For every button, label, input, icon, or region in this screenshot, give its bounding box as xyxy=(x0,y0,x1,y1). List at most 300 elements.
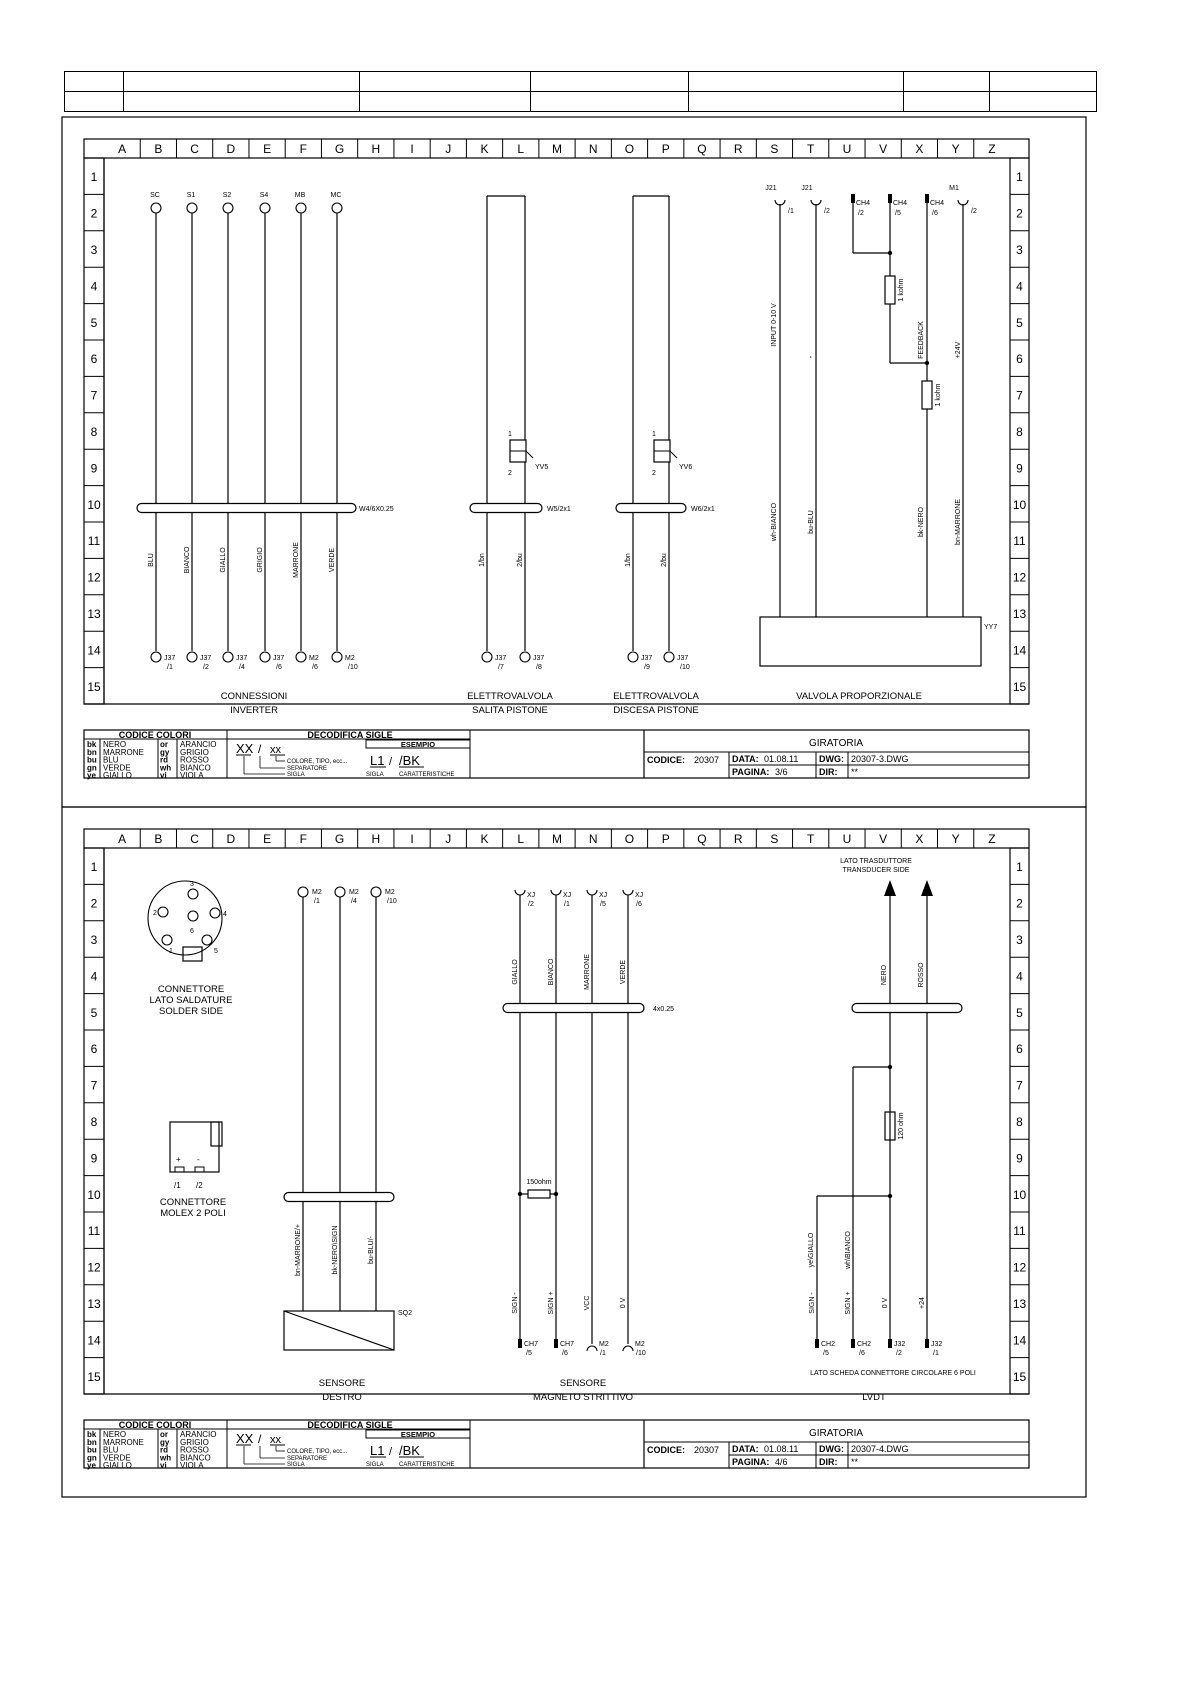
column-label-X: X xyxy=(915,142,924,156)
esempio-l1: L1 xyxy=(370,1443,385,1458)
terminal-label: S2 xyxy=(222,192,232,199)
row-label-14: 14 xyxy=(1012,643,1027,658)
terminal-label: /2 xyxy=(896,1350,902,1357)
column-label-N: N xyxy=(588,142,598,156)
cable-sheath xyxy=(137,504,356,513)
terminal-label: J37 xyxy=(495,655,507,662)
esempio-title: ESEMPIO xyxy=(400,1430,436,1439)
pin-terminal xyxy=(925,1339,929,1348)
signal-label: - xyxy=(806,355,815,359)
pin-label: 1 xyxy=(169,948,173,955)
row-label-2: 2 xyxy=(1016,896,1023,911)
pagina-label: PAGINA: xyxy=(732,1457,770,1467)
row-label-10: 10 xyxy=(1012,1187,1027,1202)
terminal-label: S4 xyxy=(259,192,269,199)
color-code-gn: gn xyxy=(87,1453,97,1463)
row-label-12: 12 xyxy=(87,1260,101,1275)
row-label-12: 12 xyxy=(87,570,101,585)
color-code-vi: vi xyxy=(160,1461,167,1471)
signal-label: VCC xyxy=(584,1295,591,1311)
signal-label: SIGN + xyxy=(548,1291,555,1315)
column-label-O: O xyxy=(624,142,635,156)
row-label-4: 4 xyxy=(1016,279,1023,294)
row-label-9: 9 xyxy=(1016,1151,1023,1166)
color-code-bn: bn xyxy=(87,1437,97,1447)
terminal-label: /1 xyxy=(933,1350,939,1357)
header-label: LATO TRASDUTTORE xyxy=(840,858,912,865)
junction-dot xyxy=(888,1194,892,1198)
wire-color-label: VERDE xyxy=(620,959,627,985)
resistor-label: 1 kohm xyxy=(935,383,942,407)
column-label-M: M xyxy=(552,142,562,156)
pin-terminal xyxy=(851,1339,855,1348)
wire-label: wh\BIANCO xyxy=(845,1231,852,1269)
resistor-label: 150ohm xyxy=(526,1179,552,1186)
row-label-13: 13 xyxy=(87,1297,101,1311)
color-name-gn: VERDE xyxy=(103,1453,131,1463)
signal-label: +24V xyxy=(955,341,962,359)
terminal-label: /10 xyxy=(680,664,690,671)
column-label-V: V xyxy=(879,832,888,846)
color-code-vi: vi xyxy=(160,771,167,781)
color-name-bu: BLU xyxy=(103,755,119,765)
dir-label: DIR: xyxy=(819,767,838,777)
row-label-6: 6 xyxy=(1016,352,1023,367)
terminal-label: /4 xyxy=(351,898,357,905)
drawing-title: GIRATORIA xyxy=(808,738,864,749)
sensor-diagonal xyxy=(284,1311,394,1350)
row-label-14: 14 xyxy=(1012,1333,1027,1348)
color-name-bk: NERO xyxy=(103,740,127,749)
esempio-bk: /BK xyxy=(399,1443,420,1458)
color-code-gy: gy xyxy=(160,1437,170,1447)
row-label-1: 1 xyxy=(1016,170,1023,185)
column-label-P: P xyxy=(661,142,670,156)
terminal-label: S1 xyxy=(186,192,196,199)
color-name-bn: MARRONE xyxy=(103,747,144,757)
pin-terminal xyxy=(851,194,855,203)
column-label-Y: Y xyxy=(951,832,960,846)
column-label-C: C xyxy=(190,832,199,846)
wire-color-label: VERDE xyxy=(329,547,336,573)
terminal-label: /4 xyxy=(239,664,245,671)
row-label-11: 11 xyxy=(87,1224,101,1239)
row-label-7: 7 xyxy=(1016,1078,1023,1093)
terminal xyxy=(223,652,233,662)
row-label-7: 7 xyxy=(1016,388,1023,403)
device-label: SQ2 xyxy=(398,1310,413,1317)
terminal-label: /5 xyxy=(895,210,901,217)
esempio-slash: / xyxy=(389,1446,393,1458)
column-label-A: A xyxy=(118,142,127,156)
column-label-L: L xyxy=(517,142,525,156)
column-label-K: K xyxy=(480,142,489,156)
terminal-label: CH7 xyxy=(524,1341,539,1348)
color-name-rd: ROSSO xyxy=(180,1445,209,1455)
terminal-label: M2 xyxy=(635,1341,645,1348)
color-code-wh: wh xyxy=(160,763,172,773)
row-label-13: 13 xyxy=(1012,607,1027,621)
terminal-label: M2 xyxy=(345,655,355,662)
wire-label: bk-NERO xyxy=(918,507,925,537)
row-label-6: 6 xyxy=(90,1042,98,1057)
socket-terminal xyxy=(515,890,525,895)
wire-color-label: BIANCO xyxy=(548,958,555,986)
terminal-label: /5 xyxy=(823,1350,829,1357)
cable-label: 4x0.25 xyxy=(653,1006,675,1013)
terminal-label: J37 xyxy=(677,655,689,662)
terminal-label: CH4 xyxy=(930,200,945,207)
socket-terminal xyxy=(623,890,633,895)
terminal-label: /5 xyxy=(526,1350,532,1357)
pin-label: 5 xyxy=(214,948,218,955)
row-label-1: 1 xyxy=(90,860,98,875)
column-label-K: K xyxy=(480,832,489,846)
valve-body xyxy=(760,617,981,666)
pin-label: /2 xyxy=(196,1181,203,1190)
decode-colore: COLORE, TIPO, ecc... xyxy=(287,759,348,765)
terminal-label: /2 xyxy=(528,901,534,908)
row-label-15: 15 xyxy=(1012,679,1027,694)
row-label-11: 11 xyxy=(1013,1224,1026,1239)
pin-label: 2 xyxy=(652,470,656,477)
row-label-12: 12 xyxy=(1012,570,1027,585)
column-label-V: V xyxy=(879,142,888,156)
column-label-S: S xyxy=(770,832,779,846)
dwg-value: 20307-3.DWG xyxy=(851,754,909,764)
color-code-bk: bk xyxy=(87,740,97,749)
terminal xyxy=(628,652,638,662)
decode-title: DECODIFICA SIGLE xyxy=(307,1420,393,1430)
color-code-bn: bn xyxy=(87,747,97,757)
caption: DESTRO xyxy=(322,1392,362,1403)
pin-terminal xyxy=(815,1339,819,1348)
wire-color-label: BIANCO xyxy=(184,546,191,574)
wire-label: bu-BLU xyxy=(808,510,815,534)
column-label-E: E xyxy=(263,832,272,846)
row-label-1: 1 xyxy=(1016,860,1023,875)
row-label-10: 10 xyxy=(1012,497,1027,512)
terminal-label: /7 xyxy=(498,664,504,671)
row-label-9: 9 xyxy=(90,461,98,476)
plus-label: + xyxy=(176,1155,181,1164)
color-code-wh: wh xyxy=(160,1453,172,1463)
column-label-P: P xyxy=(661,832,670,846)
wire-color-label: GIALLO xyxy=(512,959,519,985)
esempio-caratteristiche: CARATTERISTICHE xyxy=(399,1462,455,1468)
pin-label: 1 xyxy=(508,431,512,438)
dwg-label: DWG: xyxy=(819,1444,844,1454)
terminal xyxy=(296,203,306,213)
decode-title: DECODIFICA SIGLE xyxy=(307,730,393,740)
terminal xyxy=(332,203,342,213)
terminal-label: M2 xyxy=(349,889,359,896)
row-label-10: 10 xyxy=(87,497,101,512)
terminal-label: J37 xyxy=(273,655,285,662)
terminal-label: M2 xyxy=(312,889,322,896)
row-label-3: 3 xyxy=(90,933,98,947)
terminal-label: CH4 xyxy=(893,200,908,207)
terminal-label: /6 xyxy=(312,664,318,671)
signal-label: SIGN - xyxy=(512,1292,519,1314)
cable-sheath xyxy=(284,1193,394,1202)
row-label-15: 15 xyxy=(1012,1369,1027,1384)
codice-value: 20307 xyxy=(694,755,720,765)
caption: SOLDER SIDE xyxy=(159,1006,223,1017)
resistor-label: 120 ohm xyxy=(898,1112,905,1140)
caption: SENSORE xyxy=(318,1378,366,1389)
column-label-X: X xyxy=(915,832,924,846)
wire-color-label: BLU xyxy=(148,553,155,567)
device-label: YY7 xyxy=(984,624,998,631)
resistor-label: 1 kohm xyxy=(898,278,905,302)
column-label-G: G xyxy=(334,142,345,156)
terminal-label: J37 xyxy=(236,655,248,662)
header-label: TRANSDUCER SIDE xyxy=(842,867,910,874)
terminal-label: /6 xyxy=(636,901,642,908)
cable-label: W4/6X0.25 xyxy=(359,506,394,513)
color-name-wh: BIANCO xyxy=(180,763,211,773)
decode-xx2: xx xyxy=(270,744,281,756)
signal-label: 0 V xyxy=(620,1297,627,1309)
column-label-Z: Z xyxy=(988,142,996,156)
minus-label: - xyxy=(197,1155,200,1164)
color-code-rd: rd xyxy=(160,755,168,765)
caption: CONNETTORE xyxy=(159,1197,227,1208)
codice-label: CODICE: xyxy=(647,755,685,765)
color-code-ye: ye xyxy=(87,1461,96,1471)
terminal-label: J37 xyxy=(641,655,653,662)
wire-label: wh-BIANCO xyxy=(771,502,778,542)
wire-label: 2/bu xyxy=(517,553,524,567)
color-code-or: or xyxy=(160,740,168,749)
column-label-U: U xyxy=(842,832,852,846)
terminal xyxy=(664,652,674,662)
molex-body xyxy=(170,1122,219,1172)
column-label-J: J xyxy=(445,142,452,156)
column-label-B: B xyxy=(154,142,163,156)
terminal-label: J32 xyxy=(894,1341,906,1348)
wire-color-label: ROSSO xyxy=(918,962,925,988)
terminal-label: J37 xyxy=(164,655,176,662)
caption: ELETTROVALVOLA xyxy=(467,691,553,702)
caption: MOLEX 2 POLI xyxy=(160,1208,226,1219)
terminal-label: J21 xyxy=(801,185,813,192)
caption: CONNESSIONI xyxy=(220,691,288,702)
signal-label: FEEDBACK xyxy=(918,321,925,359)
row-label-8: 8 xyxy=(1016,425,1023,439)
terminal-label: /1 xyxy=(167,664,173,671)
pin-label: /1 xyxy=(174,1181,181,1190)
socket-terminal xyxy=(587,1346,597,1351)
junction-dot xyxy=(554,1192,558,1196)
wire-color-label: NERO xyxy=(881,964,888,986)
socket-terminal xyxy=(587,890,597,895)
cable-label: W6/2x1 xyxy=(691,506,715,513)
resistor xyxy=(528,1190,550,1198)
column-label-S: S xyxy=(770,142,779,156)
decode-slash: / xyxy=(258,1432,262,1446)
color-code-gn: gn xyxy=(87,763,97,773)
column-label-F: F xyxy=(299,832,307,846)
row-label-15: 15 xyxy=(87,1369,101,1384)
caption: INVERTER xyxy=(230,705,278,716)
signal-label: SIGN + xyxy=(845,1291,852,1315)
signal-label: SIGN - xyxy=(809,1292,816,1314)
color-code-bk: bk xyxy=(87,1430,97,1439)
cable-sheath xyxy=(616,504,686,513)
caption: ELETTROVALVOLA xyxy=(613,691,699,702)
terminal xyxy=(260,652,270,662)
row-label-9: 9 xyxy=(90,1151,98,1166)
row-label-7: 7 xyxy=(90,1078,98,1093)
arrow-head xyxy=(884,880,896,896)
terminal-label: /1 xyxy=(314,898,320,905)
column-label-M: M xyxy=(552,832,562,846)
socket-terminal xyxy=(623,1346,633,1351)
cable-label: W5/2x1 xyxy=(547,506,571,513)
terminal-label: /1 xyxy=(600,1350,606,1357)
column-label-I: I xyxy=(410,832,414,846)
pin-label: 3 xyxy=(190,881,194,888)
column-label-Z: Z xyxy=(988,832,996,846)
row-label-8: 8 xyxy=(90,1115,98,1129)
color-name-gy: GRIGIO xyxy=(180,1437,209,1447)
terminal-label: CH2 xyxy=(857,1341,872,1348)
row-label-4: 4 xyxy=(90,969,98,984)
decode-colore: COLORE, TIPO, ecc... xyxy=(287,1449,348,1455)
terminal-label: /10 xyxy=(636,1350,646,1357)
column-label-T: T xyxy=(807,832,815,846)
color-code-ye: ye xyxy=(87,771,96,781)
terminal xyxy=(187,203,197,213)
esempio-caratteristiche: CARATTERISTICHE xyxy=(399,772,455,778)
data-label: DATA: xyxy=(732,1444,759,1454)
socket-terminal xyxy=(551,890,561,895)
terminal-label: /6 xyxy=(562,1350,568,1357)
color-legend-title: CODICE COLORI xyxy=(118,1420,192,1430)
row-label-9: 9 xyxy=(1016,461,1023,476)
terminal xyxy=(332,652,342,662)
column-label-G: G xyxy=(334,832,345,846)
terminal xyxy=(151,652,161,662)
column-label-R: R xyxy=(733,832,743,846)
drawing-title: GIRATORIA xyxy=(808,1428,864,1439)
terminal xyxy=(260,203,270,213)
wire-color-label: MARRONE xyxy=(293,542,300,578)
terminal-label: /6 xyxy=(932,210,938,217)
pin-label: 4 xyxy=(223,911,227,918)
caption: DISCESA PISTONE xyxy=(613,705,699,716)
terminal xyxy=(151,203,161,213)
pin-terminal xyxy=(518,1339,522,1348)
row-label-2: 2 xyxy=(1016,206,1023,221)
esempio-bk: /BK xyxy=(399,753,420,768)
row-label-4: 4 xyxy=(1016,969,1023,984)
terminal-label: XJ xyxy=(563,892,572,899)
terminal-label: /6 xyxy=(276,664,282,671)
terminal-label: /10 xyxy=(387,898,397,905)
caption: VALVOLA PROPORZIONALE xyxy=(796,691,922,702)
row-label-11: 11 xyxy=(87,534,101,549)
terminal-label: /10 xyxy=(348,664,358,671)
terminal xyxy=(187,652,197,662)
column-label-T: T xyxy=(807,142,815,156)
pin-terminal xyxy=(888,194,892,203)
terminal-label: /1 xyxy=(788,208,794,215)
terminal xyxy=(482,652,492,662)
pin-terminal xyxy=(925,194,929,203)
terminal-label: XJ xyxy=(599,892,608,899)
data-value: 01.08.11 xyxy=(764,1444,799,1454)
terminal-label: CH2 xyxy=(821,1341,836,1348)
sheet-2 xyxy=(62,807,1086,1497)
terminal xyxy=(298,887,308,897)
terminal-label: /2 xyxy=(971,208,977,215)
color-code-gy: gy xyxy=(160,747,170,757)
terminal xyxy=(223,203,233,213)
row-label-5: 5 xyxy=(1016,1005,1023,1020)
connector-pin xyxy=(188,911,198,921)
row-label-5: 5 xyxy=(1016,315,1023,330)
wire-label: ye\GIALLO xyxy=(808,1232,815,1268)
row-label-13: 13 xyxy=(1012,1297,1027,1311)
junction-dot xyxy=(888,1065,892,1069)
color-name-bk: NERO xyxy=(103,1430,127,1439)
esempio-title: ESEMPIO xyxy=(400,740,436,749)
color-legend-title: CODICE COLORI xyxy=(118,730,192,740)
wire-label: bn-MARRONE/+ xyxy=(295,1224,302,1276)
terminal-label: SC xyxy=(150,192,160,199)
signal-label: +24 xyxy=(919,1297,926,1309)
row-label-2: 2 xyxy=(90,896,98,911)
connector-pin xyxy=(158,907,168,917)
connector-pin xyxy=(188,889,198,899)
wire-label: bu-BLU/- xyxy=(368,1235,375,1265)
connector-pin xyxy=(210,908,220,918)
terminal-label: J37 xyxy=(533,655,545,662)
row-label-7: 7 xyxy=(90,388,98,403)
column-label-Q: Q xyxy=(697,832,707,846)
codice-value: 20307 xyxy=(694,1445,720,1455)
caption: MAGNETO STRITTIVO xyxy=(532,1392,634,1403)
terminal-label: /9 xyxy=(644,664,650,671)
note-label: LATO SCHEDA CONNETTORE CIRCOLARE 6 POLI xyxy=(810,1370,976,1377)
terminal-label: /8 xyxy=(536,664,542,671)
color-code-bu: bu xyxy=(87,755,97,765)
dir-value: ** xyxy=(851,767,859,777)
column-label-R: R xyxy=(733,142,743,156)
row-label-10: 10 xyxy=(87,1187,101,1202)
column-label-E: E xyxy=(263,142,272,156)
coil-label: YV6 xyxy=(679,464,693,471)
pin-label: 1 xyxy=(652,431,656,438)
resistor xyxy=(922,381,932,409)
molex-latch xyxy=(211,1122,222,1146)
junction-dot xyxy=(888,251,892,255)
data-label: DATA: xyxy=(732,754,759,764)
cable-sheath xyxy=(470,504,542,513)
terminal xyxy=(371,887,381,897)
terminal-label: MC xyxy=(330,192,342,199)
terminal xyxy=(335,887,345,897)
row-label-8: 8 xyxy=(1016,1115,1023,1129)
wire-label: 1/bn xyxy=(479,553,486,567)
dwg-value: 20307-4.DWG xyxy=(851,1444,909,1454)
esempio-slash: / xyxy=(389,756,393,768)
pagina-value: 3/6 xyxy=(775,767,788,777)
terminal-label: J37 xyxy=(200,655,212,662)
